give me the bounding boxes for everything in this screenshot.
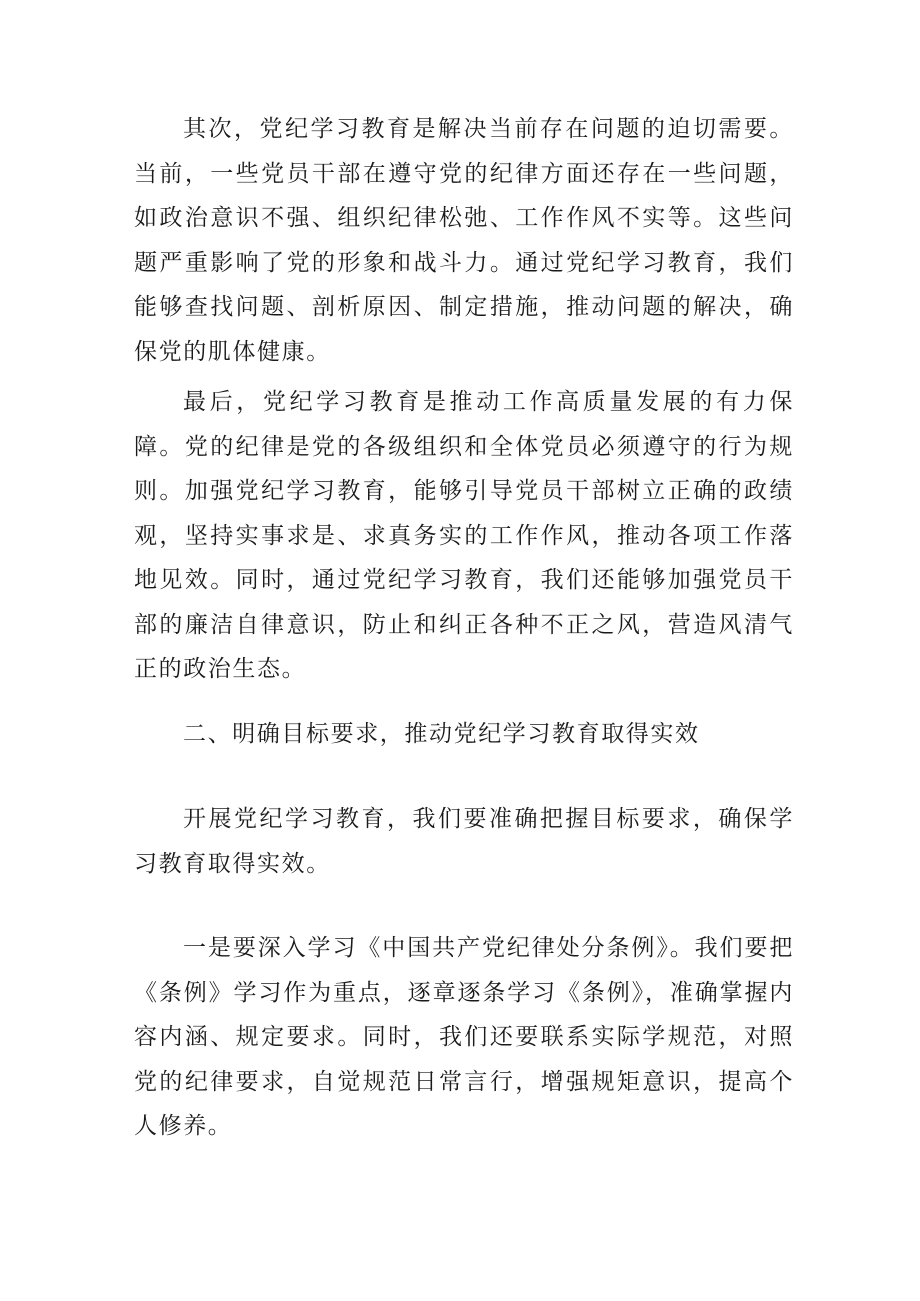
- paragraph-urgent-need: 其次，党纪学习教育是解决当前存在问题的迫切需要。当前，一些党员干部在遵守党的纪律方面还存在一些问题，如政治意识不强、组织纪律松弛、工作作风不实等。这些问题严重影响了党的形象和战斗力。通过党纪学习教育，我们能够查找问题、剖析原因、制定措施，推动问题的解决，确保党的肌体健康。: [134, 116, 794, 365]
- section-heading-two: 二、明确目标要求，推动党纪学习教育取得实效: [183, 721, 700, 747]
- paragraph-strong-guarantee: 最后，党纪学习教育是推动工作高质量发展的有力保障。党的纪律是党的各级组织和全体党员必须遵守的行为规则。加强党纪学习教育，能够引导党员干部树立正确的政绩观，坚持实事求是、求真务实的工作作风，推动各项工作落地见效。同时，通过党纪学习教育，我们还能够加强党员干部的廉洁自律意识，防止和纠正各种不正之风，营造风清气正的政治生态。: [134, 389, 794, 682]
- paragraph-goals-intro: 开展党纪学习教育，我们要准确把握目标要求，确保学习教育取得实效。: [134, 806, 794, 877]
- paragraph-study-regulations: 一是要深入学习《中国共产党纪律处分条例》。我们要把《条例》学习作为重点，逐章逐条学习《条例》，准确掌握内容内涵、规定要求。同时，我们还要联系实际学规范，对照党的纪律要求，自觉规范日常言行，增强规矩意识，提高个人修养。: [134, 935, 794, 1139]
